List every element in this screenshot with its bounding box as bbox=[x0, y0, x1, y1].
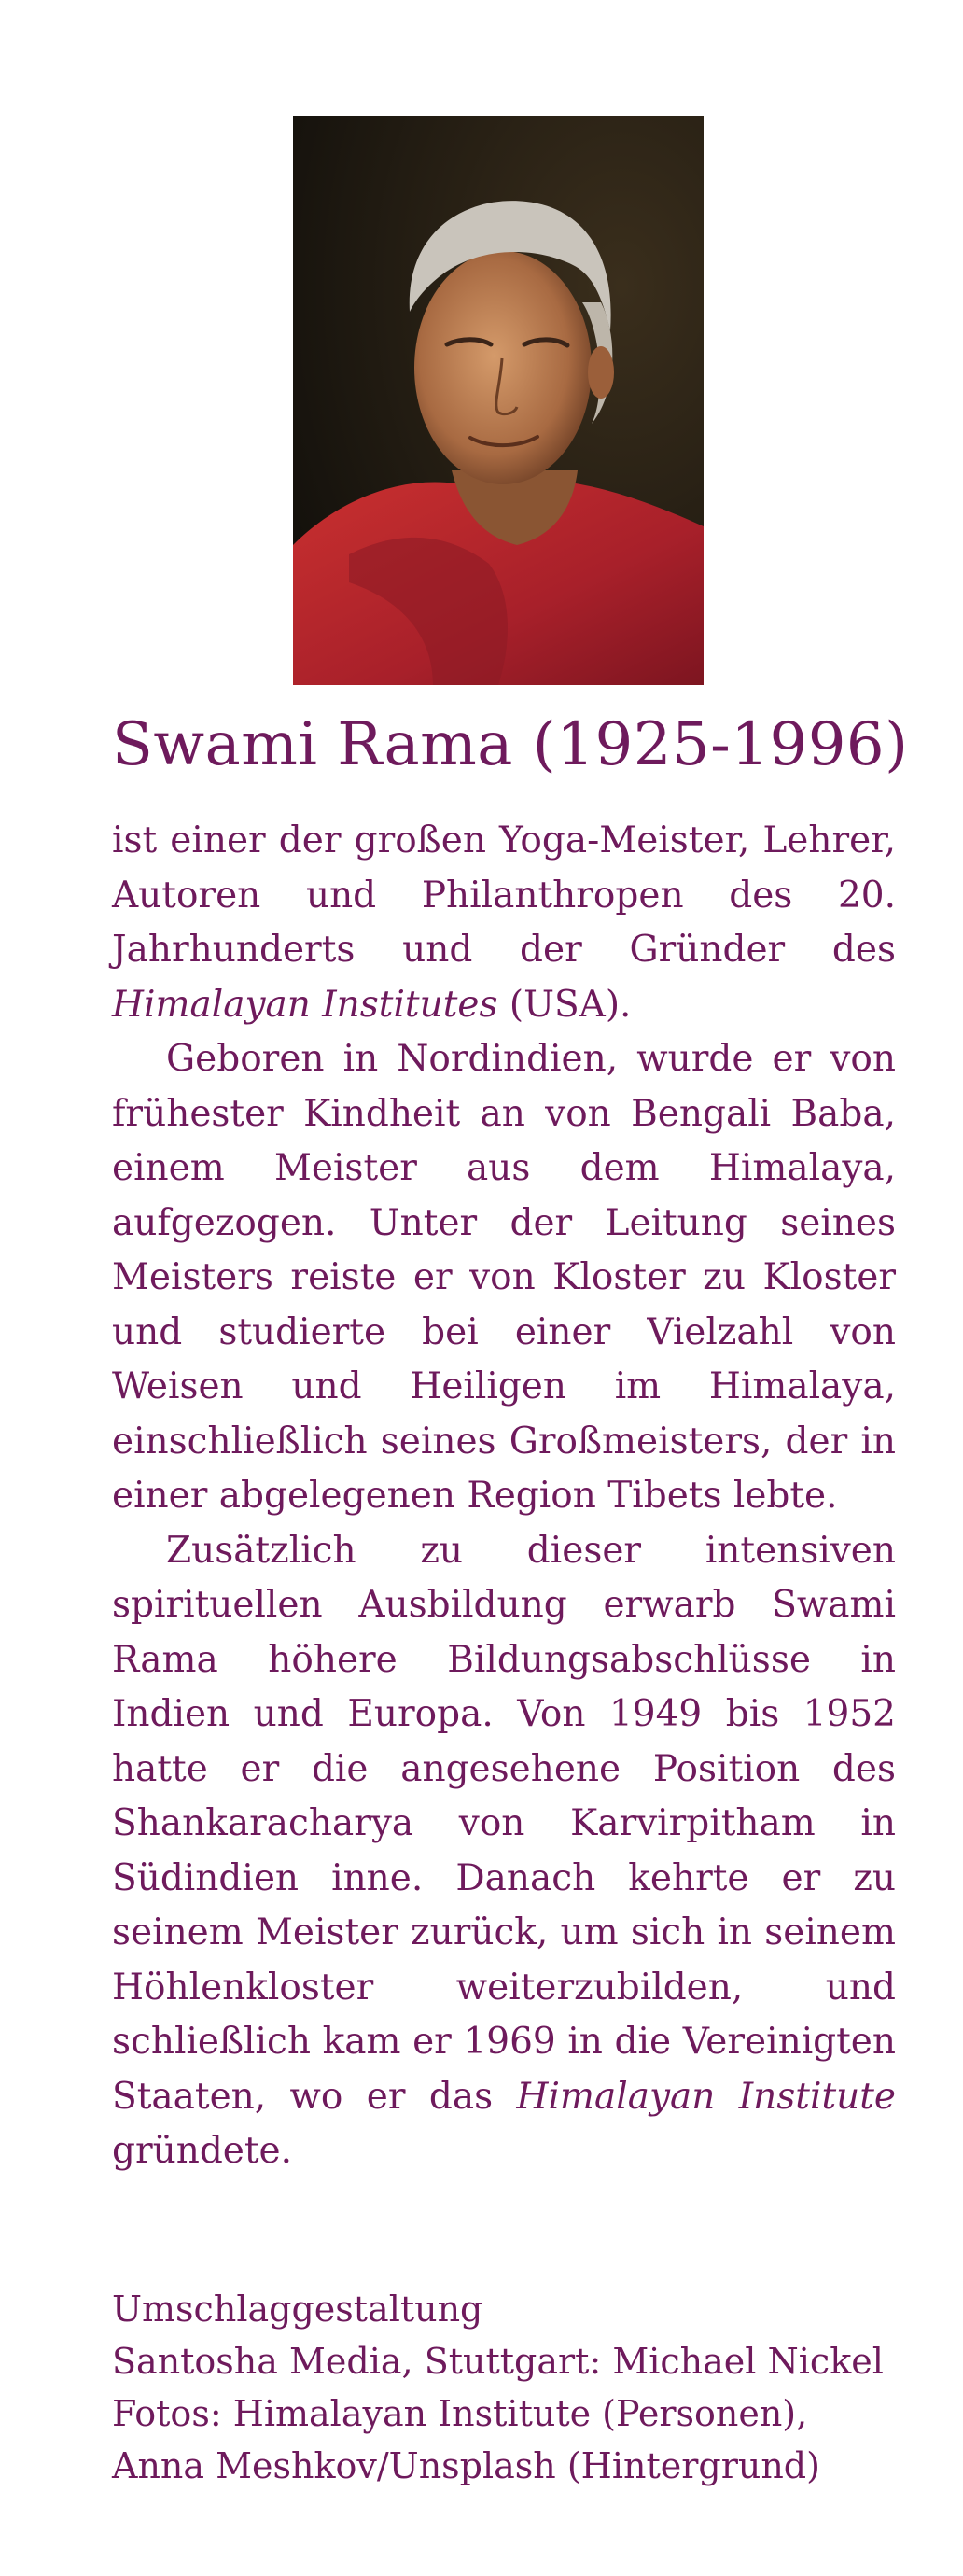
institute-name-italic: Himalayan Institute bbox=[516, 2075, 896, 2118]
text-run: Geboren in Nordindien, wurde er von frühester Kindheit an von Bengali Baba, einem Meister aus dem Himalaya, aufgezogen. Unter der Leitung seines Meisters reiste er von Kloster zu Kloster und studierte bei einer Vielzahl von Weisen und Heiligen im Himalaya, einschließlich seines Großmeisters, der in einer abgelegenen Region Tibets lebte. bbox=[112, 1038, 896, 1517]
author-portrait-photo bbox=[293, 116, 704, 685]
text-run: gründete. bbox=[112, 2130, 293, 2172]
credits-block bbox=[112, 2283, 914, 2492]
author-biography bbox=[112, 814, 896, 2179]
biography-paragraph-1 bbox=[112, 814, 896, 1032]
text-run: ist einer der großen Yoga-Meister, Lehrer, Autoren und Philanthropen des 20. Jahrhunderts und der Gründer des bbox=[112, 819, 896, 971]
institute-name-italic: Himalayan Institutes bbox=[112, 983, 498, 1026]
credits-background: Anna Meshkov/Unsplash (Hintergrund) bbox=[112, 2445, 820, 2486]
portrait-illustration bbox=[293, 116, 704, 685]
credits-heading: Umschlaggestaltung bbox=[112, 2289, 483, 2330]
credits-photos: Fotos: Himalayan Institute (Personen), bbox=[112, 2393, 808, 2434]
author-name-title: Swami Rama (1925-1996) bbox=[112, 710, 909, 779]
credits-design: Santosha Media, Stuttgart: Michael Nickel bbox=[112, 2341, 884, 2382]
text-run: (USA). bbox=[497, 983, 632, 1026]
biography-paragraph-3 bbox=[112, 1524, 896, 2179]
biography-paragraph-2 bbox=[112, 1032, 896, 1524]
text-run: Zusätzlich zu dieser intensiven spirituellen Ausbildung erwarb Swami Rama höhere Bildungsabschlüsse in Indien und Europa. Von 1949 bis 1952 hatte er die angesehene Position des Shankaracharya von Karvirpitham in Südindien inne. Danach kehrte er zu seinem Meister zurück, um sich in seinem Höhlenkloster weiterzubilden, und schließlich kam er 1969 in die Vereinigten Staaten, wo er das bbox=[112, 1529, 896, 2118]
